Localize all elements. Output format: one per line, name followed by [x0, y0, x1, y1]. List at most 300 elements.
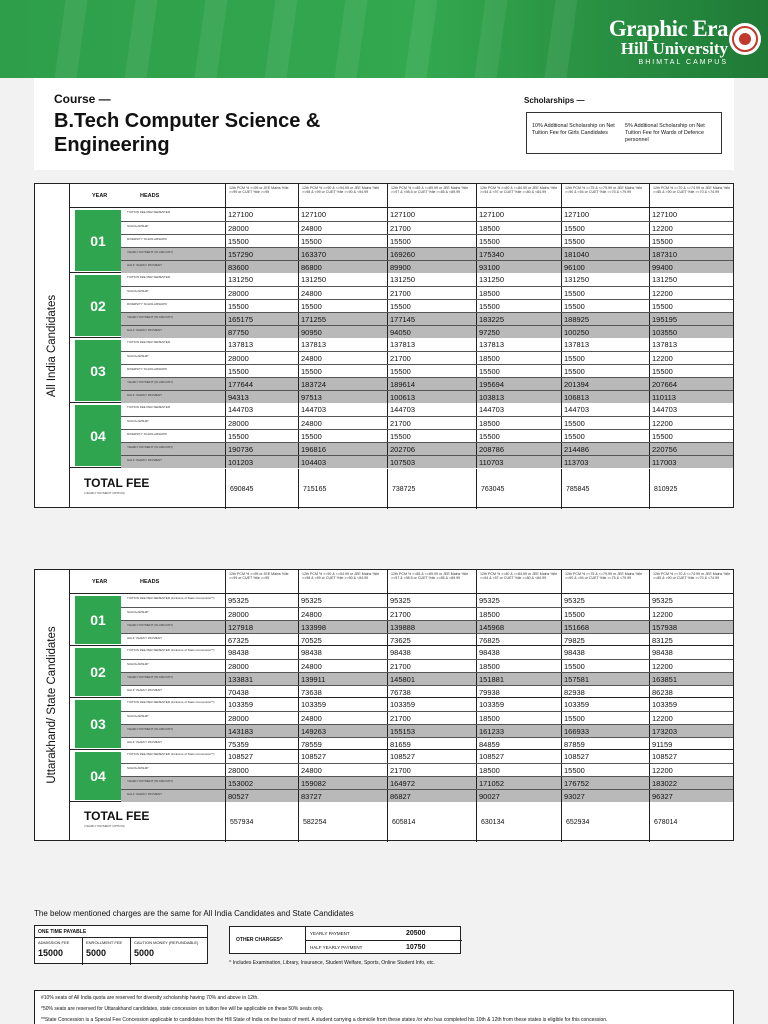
footnote-state-concession: **State Concession is a Special Fee Concession applicable to candidates from the Hill State of India on the basis of merit. A student carrying a domicile from these states /or who has completed his 10th & 12th from these states is eligible for this concession. — [41, 1017, 608, 1023]
fee-row — [121, 776, 733, 789]
fee-value-cell: 127918 — [225, 621, 298, 633]
fee-row — [121, 711, 733, 724]
fee-value-cell: 94050 — [387, 326, 476, 338]
criteria-column-header: 12th PCM % >=70 & <=74.99 or JEE Mains %ile >=85 & <90 or CUET %ile >=70 & <74.99 — [649, 570, 735, 594]
fee-value-cell: 81659 — [387, 738, 476, 750]
fee-row — [121, 620, 733, 633]
footnotes — [34, 990, 734, 1024]
fee-value-cell: 127100 — [387, 208, 476, 221]
year-column-header: YEAR — [92, 193, 108, 199]
fee-value-cell: 100613 — [387, 391, 476, 403]
fee-value-cell: 181040 — [561, 248, 649, 260]
fee-value-cell: 202706 — [387, 443, 476, 455]
fee-value-cell: 97513 — [298, 391, 387, 403]
fee-head-label: DIVERSITY SCHOLARSHIP# — [127, 302, 167, 306]
year-block — [70, 403, 733, 468]
fee-value-cell: 177644 — [225, 378, 298, 390]
criteria-column-header: 12th PCM % >=80 & <=84.99 or JEE Mains %ile >=94 & <97 or CUET %ile >=80 & <84.99 — [476, 184, 561, 208]
fee-value-cell: 137813 — [298, 338, 387, 351]
fee-head-label: SCHOLARSHIP — [127, 610, 149, 614]
other-charges-table — [229, 926, 461, 954]
criteria-column-header: 12th PCM % >=75 & <=79.99 or JEE Mains %ile >=90 & <94 or CUET %ile >=75 & <79.99 — [561, 184, 649, 208]
year-block — [70, 698, 733, 750]
fee-value-cell: 103550 — [649, 326, 735, 338]
fee-value-cell: 159082 — [298, 777, 387, 789]
fee-value-cell: 98438 — [476, 646, 561, 659]
fee-value-cell: 21700 — [387, 417, 476, 429]
fee-value-cell: 103359 — [298, 698, 387, 711]
year-number: 01 — [75, 596, 121, 644]
fee-row — [121, 416, 733, 429]
fee-row — [121, 659, 733, 672]
fee-value-cell: 28000 — [225, 417, 298, 429]
footnote-state-seats: *50% seats are reserved for Uttarakhand candidates, state concession on tuition fee will be applicable on these 50% seats only. — [41, 1006, 324, 1012]
fee-value-cell: 12200 — [649, 608, 735, 620]
fee-value-cell: 18500 — [476, 417, 561, 429]
fee-head-label: HALF YEARLY PAYMENT — [127, 636, 162, 640]
course-title: B.Tech Computer Science & Engineering — [54, 110, 321, 156]
fee-value-cell: 75359 — [225, 738, 298, 750]
fee-row — [121, 455, 733, 468]
fee-value-cell: 155153 — [387, 725, 476, 737]
fee-value-cell: 15500 — [476, 300, 561, 312]
fee-row — [121, 247, 733, 260]
fee-head-label: TUITION FEE PER SEMESTER (Inclusive of State Concession**) — [127, 648, 215, 652]
criteria-column-header: 12th PCM % >=90 & <=94.99 or JEE Mains %ile >=98 & <99 or CUET %ile >=90 & <94.99 — [298, 570, 387, 594]
one-time-header: ONE TIME PAYABLE — [35, 926, 207, 938]
course-label: Course — — [54, 92, 111, 106]
fee-value-cell: 195195 — [649, 313, 735, 325]
fee-head-label: TUITION FEE PER SEMESTER — [127, 340, 171, 344]
fee-value-cell: 98438 — [298, 646, 387, 659]
fee-value-cell: 95325 — [476, 594, 561, 607]
fee-value-cell: 151668 — [561, 621, 649, 633]
fee-row — [121, 594, 733, 607]
fee-head-label: HALF YEARLY PAYMENT — [127, 393, 162, 397]
fee-value-cell: 103813 — [476, 391, 561, 403]
year-block — [70, 208, 733, 273]
fee-head-label: DIVERSITY SCHOLARSHIP# — [127, 432, 167, 436]
heads-column-header: HEADS — [140, 193, 160, 199]
fee-value-cell: 15500 — [649, 365, 735, 377]
fee-value-cell: 107503 — [387, 456, 476, 468]
fee-head-label: DIVERSITY SCHOLARSHIP# — [127, 367, 167, 371]
fee-value-cell: 103359 — [387, 698, 476, 711]
fee-value-cell: 163370 — [298, 248, 387, 260]
fee-head-label: TUITION FEE PER SEMESTER — [127, 210, 171, 214]
fee-value-cell: 164972 — [387, 777, 476, 789]
criteria-column-header: 12th PCM % >=70 & <=74.99 or JEE Mains %ile >=85 & <90 or CUET %ile >=70 & <74.99 — [649, 184, 735, 208]
fee-value-cell: 131250 — [298, 273, 387, 286]
fee-value-cell: 12200 — [649, 287, 735, 299]
other-charges-label: OTHER CHARGES^ — [230, 927, 306, 953]
fee-value-cell: 21700 — [387, 608, 476, 620]
fee-value-cell: 110113 — [649, 391, 735, 403]
fee-value-cell: 137813 — [476, 338, 561, 351]
fee-row — [121, 789, 733, 802]
fee-value-cell: 108527 — [225, 750, 298, 763]
total-fee-label: TOTAL FEE — [84, 476, 150, 490]
fee-value-cell: 18500 — [476, 287, 561, 299]
fee-value-cell: 113703 — [561, 456, 649, 468]
fee-value-cell: 83125 — [649, 634, 735, 646]
fee-value-cell: 83727 — [298, 790, 387, 802]
fee-value-cell: 169260 — [387, 248, 476, 260]
fee-value-cell: 208786 — [476, 443, 561, 455]
fee-value-cell: 187310 — [649, 248, 735, 260]
year-number: 02 — [75, 275, 121, 336]
fee-value-cell: 157581 — [561, 673, 649, 685]
fee-value-cell: 165175 — [225, 313, 298, 325]
fee-value-cell: 24800 — [298, 222, 387, 234]
fee-value-cell: 183022 — [649, 777, 735, 789]
total-fee-row — [70, 469, 733, 509]
fee-row — [121, 338, 733, 351]
fee-row — [121, 646, 733, 659]
scholarships-label: Scholarships — — [524, 96, 585, 105]
fee-value-cell: 15500 — [561, 300, 649, 312]
total-fee-label: TOTAL FEE — [84, 809, 150, 823]
fee-value-cell: 175340 — [476, 248, 561, 260]
fee-value-cell: 201394 — [561, 378, 649, 390]
fee-head-label: YEARLY PAYMENT (IN AMOUNT) — [127, 675, 173, 679]
fee-value-cell: 95325 — [387, 594, 476, 607]
fee-row — [121, 672, 733, 685]
fee-value-cell: 28000 — [225, 608, 298, 620]
fee-head-label: HALF YEARLY PAYMENT — [127, 740, 162, 744]
fee-value-cell: 18500 — [476, 660, 561, 672]
year-block — [70, 646, 733, 698]
fee-value-cell: 103359 — [561, 698, 649, 711]
fee-value-cell: 15500 — [561, 287, 649, 299]
fee-value-cell: 94313 — [225, 391, 298, 403]
fee-value-cell: 91159 — [649, 738, 735, 750]
fee-value-cell: 93027 — [561, 790, 649, 802]
fee-row — [121, 221, 733, 234]
fee-value-cell: 15500 — [561, 764, 649, 776]
year-number: 04 — [75, 752, 121, 800]
total-fee-value: 690845 — [225, 469, 298, 509]
other-charges-includes: ^ Includes Examination, Library, Insurance, Student Welfare, Sports, Online Student Info, etc. — [229, 960, 435, 966]
fee-value-cell: 24800 — [298, 417, 387, 429]
fee-value-cell: 97250 — [476, 326, 561, 338]
fee-head-label: YEARLY PAYMENT (IN AMOUNT) — [127, 623, 173, 627]
fee-value-cell: 83600 — [225, 261, 298, 273]
fee-value-cell: 157290 — [225, 248, 298, 260]
fee-value-cell: 15500 — [561, 430, 649, 442]
fee-value-cell: 78559 — [298, 738, 387, 750]
fee-value-cell: 15500 — [476, 430, 561, 442]
fee-value-cell: 176752 — [561, 777, 649, 789]
year-number: 02 — [75, 648, 121, 696]
fee-value-cell: 171255 — [298, 313, 387, 325]
one-time-payable-table — [34, 925, 208, 964]
fee-value-cell: 18500 — [476, 712, 561, 724]
fee-value-cell: 15500 — [387, 235, 476, 247]
fee-value-cell: 15500 — [225, 235, 298, 247]
fee-value-cell: 86827 — [387, 790, 476, 802]
fee-value-cell: 108527 — [561, 750, 649, 763]
fee-value-cell: 21700 — [387, 287, 476, 299]
fee-head-label: HALF YEARLY PAYMENT — [127, 458, 162, 462]
fee-value-cell: 139888 — [387, 621, 476, 633]
fee-value-cell: 93100 — [476, 261, 561, 273]
fee-value-cell: 99400 — [649, 261, 735, 273]
fee-value-cell: 173203 — [649, 725, 735, 737]
fee-head-label: SCHOLARSHIP — [127, 766, 149, 770]
fee-value-cell: 12200 — [649, 712, 735, 724]
fee-value-cell: 95325 — [649, 594, 735, 607]
criteria-column-header: 12th PCM % >=80 & <=84.99 or JEE Mains %ile >=94 & <97 or CUET %ile >=80 & <84.99 — [476, 570, 561, 594]
total-fee-subtitle: (YEARLY PAYMENT OPTION) — [84, 824, 125, 828]
criteria-column-header: 12th PCM % >=90 & <=94.99 or JEE Mains %ile >=98 & <99 or CUET %ile >=90 & <94.99 — [298, 184, 387, 208]
fee-value-cell: 79938 — [476, 686, 561, 698]
fee-value-cell: 144703 — [387, 403, 476, 416]
fee-value-cell: 214486 — [561, 443, 649, 455]
fee-head-label: YEARLY PAYMENT (IN AMOUNT) — [127, 779, 173, 783]
fee-head-label: YEARLY PAYMENT (IN AMOUNT) — [127, 445, 173, 449]
fee-value-cell: 15500 — [225, 300, 298, 312]
fee-value-cell: 73638 — [298, 686, 387, 698]
fee-value-cell: 21700 — [387, 764, 476, 776]
fee-value-cell: 153002 — [225, 777, 298, 789]
state-label: Uttarakhand/ State Candidates — [35, 570, 70, 840]
fee-value-cell: 21700 — [387, 712, 476, 724]
fee-row — [121, 299, 733, 312]
fee-value-cell: 70438 — [225, 686, 298, 698]
fee-value-cell: 15500 — [225, 365, 298, 377]
fee-value-cell: 73625 — [387, 634, 476, 646]
fee-value-cell: 127100 — [298, 208, 387, 221]
fee-value-cell: 12200 — [649, 222, 735, 234]
fee-value-cell: 15500 — [561, 235, 649, 247]
fee-row — [121, 737, 733, 750]
fee-value-cell: 108527 — [476, 750, 561, 763]
fee-value-cell: 131250 — [476, 273, 561, 286]
total-fee-subtitle: (YEARLY PAYMENT OPTION) — [84, 491, 125, 495]
fee-value-cell: 18500 — [476, 608, 561, 620]
fee-value-cell: 79825 — [561, 634, 649, 646]
all-india-label: All India Candidates — [35, 184, 70, 507]
fee-value-cell: 100250 — [561, 326, 649, 338]
fee-value-cell: 196816 — [298, 443, 387, 455]
fee-value-cell: 15500 — [298, 235, 387, 247]
fee-row — [121, 763, 733, 776]
year-number: 03 — [75, 340, 121, 401]
fee-row — [121, 234, 733, 247]
fee-head-label: DIVERSITY SCHOLARSHIP# — [127, 237, 167, 241]
fee-value-cell: 137813 — [561, 338, 649, 351]
fee-value-cell: 15500 — [387, 430, 476, 442]
fee-head-label: YEARLY PAYMENT (IN AMOUNT) — [127, 727, 173, 731]
charges-intro: The below mentioned charges are the same for All India Candidates and State Candidates — [34, 909, 354, 918]
fee-value-cell: 96100 — [561, 261, 649, 273]
scholarships-box — [526, 112, 722, 154]
fee-value-cell: 15500 — [561, 712, 649, 724]
fee-value-cell: 188925 — [561, 313, 649, 325]
fee-row — [121, 442, 733, 455]
fee-value-cell: 15500 — [387, 365, 476, 377]
fee-value-cell: 98438 — [387, 646, 476, 659]
admission-fee: ADMISSION FEE 15000 — [35, 938, 83, 965]
fee-value-cell: 80527 — [225, 790, 298, 802]
fee-head-label: YEARLY PAYMENT (IN AMOUNT) — [127, 315, 173, 319]
fee-value-cell: 15500 — [298, 430, 387, 442]
fee-value-cell: 24800 — [298, 352, 387, 364]
fee-value-cell: 131250 — [561, 273, 649, 286]
fee-value-cell: 98438 — [649, 646, 735, 659]
year-number: 01 — [75, 210, 121, 271]
fee-value-cell: 90950 — [298, 326, 387, 338]
fee-value-cell: 87750 — [225, 326, 298, 338]
table-header — [70, 570, 733, 594]
fee-head-label: SCHOLARSHIP — [127, 354, 149, 358]
fee-head-label: TUITION FEE PER SEMESTER — [127, 275, 171, 279]
header-banner — [0, 0, 768, 78]
fee-value-cell: 18500 — [476, 352, 561, 364]
total-fee-value: 557934 — [225, 802, 298, 842]
fee-row — [121, 750, 733, 763]
fee-value-cell: 220756 — [649, 443, 735, 455]
fee-value-cell: 207664 — [649, 378, 735, 390]
fee-value-cell: 89900 — [387, 261, 476, 273]
scholarship-defence: 5% Additional Scholarship on Net Tuition Fee for Wards of Defence personnel — [625, 123, 705, 143]
fee-value-cell: 18500 — [476, 222, 561, 234]
fee-head-label: HALF YEARLY PAYMENT — [127, 792, 162, 796]
fee-value-cell: 15500 — [561, 352, 649, 364]
fee-head-label: SCHOLARSHIP — [127, 224, 149, 228]
total-fee-value: 810925 — [649, 469, 735, 509]
criteria-column-header: 12th PCM % >=75 & <=79.99 or JEE Mains %ile >=90 & <94 or CUET %ile >=75 & <79.99 — [561, 570, 649, 594]
fee-value-cell: 144703 — [476, 403, 561, 416]
fee-head-label: TUITION FEE PER SEMESTER — [127, 405, 171, 409]
fee-row — [121, 429, 733, 442]
fee-head-label: HALF YEARLY PAYMENT — [127, 328, 162, 332]
fee-value-cell: 98438 — [225, 646, 298, 659]
fee-value-cell: 161233 — [476, 725, 561, 737]
other-half-yearly: HALF YEARLY PAYMENT 10750 — [310, 944, 426, 951]
fee-value-cell: 21700 — [387, 660, 476, 672]
fee-row — [121, 403, 733, 416]
fee-value-cell: 28000 — [225, 222, 298, 234]
year-block — [70, 338, 733, 403]
fee-value-cell: 133831 — [225, 673, 298, 685]
fee-row — [121, 390, 733, 403]
fee-value-cell: 28000 — [225, 660, 298, 672]
total-fee-value: 715165 — [298, 469, 387, 509]
criteria-column-header: 12th PCM % >=95 or JEE Mains %ile >=99 or CUET %ile >=95 — [225, 570, 298, 594]
fee-value-cell: 82938 — [561, 686, 649, 698]
year-block — [70, 750, 733, 802]
total-fee-value: 630134 — [476, 802, 561, 842]
fee-row — [121, 364, 733, 377]
fee-value-cell: 86238 — [649, 686, 735, 698]
fee-value-cell: 15500 — [225, 430, 298, 442]
fee-value-cell: 190736 — [225, 443, 298, 455]
fee-value-cell: 163851 — [649, 673, 735, 685]
fee-value-cell: 144703 — [225, 403, 298, 416]
fee-value-cell: 12200 — [649, 417, 735, 429]
fee-value-cell: 24800 — [298, 608, 387, 620]
fee-value-cell: 15500 — [649, 430, 735, 442]
fee-value-cell: 108527 — [298, 750, 387, 763]
fee-value-cell: 144703 — [649, 403, 735, 416]
table-header — [70, 184, 733, 208]
fee-row — [121, 325, 733, 338]
fee-value-cell: 15500 — [561, 660, 649, 672]
total-fee-value: 738725 — [387, 469, 476, 509]
fee-head-label: TUITION FEE PER SEMESTER (Inclusive of State Concession**) — [127, 596, 215, 600]
fee-value-cell: 183225 — [476, 313, 561, 325]
fee-value-cell: 127100 — [649, 208, 735, 221]
fee-value-cell: 144703 — [561, 403, 649, 416]
fee-value-cell: 87859 — [561, 738, 649, 750]
fee-value-cell: 117003 — [649, 456, 735, 468]
fee-value-cell: 108527 — [649, 750, 735, 763]
fee-value-cell: 15500 — [561, 608, 649, 620]
year-block — [70, 594, 733, 646]
fee-value-cell: 103359 — [649, 698, 735, 711]
fee-value-cell: 12200 — [649, 764, 735, 776]
fee-value-cell: 21700 — [387, 352, 476, 364]
fee-value-cell: 28000 — [225, 764, 298, 776]
fee-head-label: SCHOLARSHIP — [127, 419, 149, 423]
fee-value-cell: 157938 — [649, 621, 735, 633]
heads-column-header: HEADS — [140, 579, 160, 585]
fee-value-cell: 67325 — [225, 634, 298, 646]
fee-value-cell: 95325 — [298, 594, 387, 607]
total-fee-value: 605814 — [387, 802, 476, 842]
fee-value-cell: 131250 — [225, 273, 298, 286]
fee-row — [121, 633, 733, 646]
year-block — [70, 273, 733, 338]
fee-value-cell: 15500 — [649, 300, 735, 312]
fee-value-cell: 149263 — [298, 725, 387, 737]
fee-value-cell: 151881 — [476, 673, 561, 685]
fee-value-cell: 84859 — [476, 738, 561, 750]
total-fee-value: 763045 — [476, 469, 561, 509]
fee-value-cell: 137813 — [649, 338, 735, 351]
fee-value-cell: 15500 — [561, 222, 649, 234]
fee-value-cell: 139911 — [298, 673, 387, 685]
fee-value-cell: 98438 — [561, 646, 649, 659]
fee-value-cell: 189614 — [387, 378, 476, 390]
total-fee-value: 785845 — [561, 469, 649, 509]
fee-row — [121, 377, 733, 390]
fee-value-cell: 131250 — [649, 273, 735, 286]
fee-row — [121, 286, 733, 299]
year-number: 03 — [75, 700, 121, 748]
fee-head-label: TUITION FEE PER SEMESTER (Inclusive of State Concession**) — [127, 752, 215, 756]
fee-value-cell: 104403 — [298, 456, 387, 468]
state-fee-table — [34, 569, 734, 841]
fee-value-cell: 110703 — [476, 456, 561, 468]
fee-row — [121, 208, 733, 221]
fee-value-cell: 15500 — [561, 417, 649, 429]
year-number: 04 — [75, 405, 121, 466]
total-fee-row — [70, 802, 733, 842]
fee-head-label: YEARLY PAYMENT (IN AMOUNT) — [127, 250, 173, 254]
fee-value-cell: 96327 — [649, 790, 735, 802]
fee-value-cell: 15500 — [649, 235, 735, 247]
fee-value-cell: 86800 — [298, 261, 387, 273]
fee-head-label: HALF YEARLY PAYMENT — [127, 688, 162, 692]
fee-value-cell: 24800 — [298, 660, 387, 672]
fee-value-cell: 24800 — [298, 287, 387, 299]
fee-value-cell: 144703 — [298, 403, 387, 416]
university-seal-icon — [728, 22, 762, 56]
fee-value-cell: 127100 — [561, 208, 649, 221]
